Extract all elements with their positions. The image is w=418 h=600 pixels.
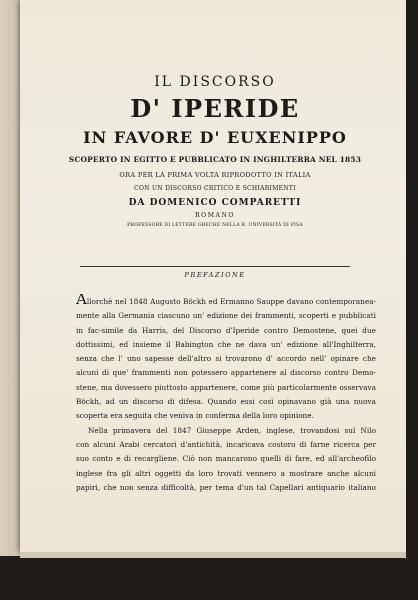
- body-line: stene, ma dovessero piuttosto appartenere, come più particolarmente osservava: [76, 382, 376, 392]
- title-line-6: CON UN DISCORSO CRITICO E SCHIARIMENTI: [134, 185, 296, 192]
- body-line: papiri, che non senza difficoltà, per tema d'un tal Capellari antiquario italiano: [76, 482, 376, 492]
- body-line: alcuni di que' frammenti non potessero appartenere al discorso contro Demo-: [76, 368, 376, 378]
- body-line: scoperta era seguita che veniva in conferma della loro opinione.: [76, 411, 314, 421]
- title-line-4: SCOPERTO IN EGITTO E PUBBLICATO IN INGHILTERRA NEL 1853: [68, 155, 362, 164]
- section-title: PREFAZIONE: [184, 271, 246, 279]
- author-origin: ROMANO: [194, 212, 236, 219]
- body-line: Nella primavera del 1847 Giuseppe Arden, inglese, trovandosi sul Nilo: [88, 425, 376, 435]
- title-line-1: IL DISCORSO: [154, 74, 276, 90]
- title-line-3: IN FAVORE D' EUXENIPPO: [83, 128, 347, 147]
- body-line: dottissimi, ed insieme il Babington che ne dava un' edizione all'Inghilterra,: [76, 339, 376, 349]
- book-page: [20, 0, 406, 552]
- body-line: senza che l' uno sapesse dell'altro si trovarono d' accordo nell' opinare che: [76, 354, 376, 364]
- body-line-text: llorchè nel 1848 Augusto Böckh ed Ermanno Sauppe davano contemporanea-: [86, 297, 376, 306]
- body-text: [76, 294, 376, 495]
- body-line: [76, 294, 376, 309]
- body-line: Böckh, ad un discorso di difesa. Quando essi così opinavano già una nuova: [76, 397, 376, 407]
- body-line: inglese fra gli altri oggetti da loro trovati vennero a mostrare anche alcuni: [76, 468, 376, 478]
- page-bottom-edge: [20, 552, 406, 558]
- body-line: mente alla Germania ciascuno un' edizione dei frammenti, scoperti e pubblicati: [76, 311, 376, 321]
- title-main: D' IPERIDE: [130, 94, 300, 123]
- title-line-5: ORA PER LA PRIMA VOLTA RIPRODOTTO IN ITALIA: [119, 171, 311, 179]
- divider-rule: [80, 266, 350, 267]
- body-line: in fac-simile da Harris, del Discorso d'Iperide contro Demostene, quei due: [76, 325, 376, 335]
- body-line: con alcuni Arabi cercatori d'antichità, incaricava costoro di farne ricerca per: [76, 439, 376, 449]
- dropcap-letter: A: [76, 294, 87, 308]
- author-name: DA DOMENICO COMPARETTI: [128, 198, 302, 208]
- body-line: suo conto e di recargliene. Ciò non mancarono quelli di fare, ed all'archeofilo: [76, 454, 376, 464]
- author-title: PROFESSORE DI LETTERE GRECHE NELLA R. UNIVERSITÀ DI PISA: [127, 223, 303, 228]
